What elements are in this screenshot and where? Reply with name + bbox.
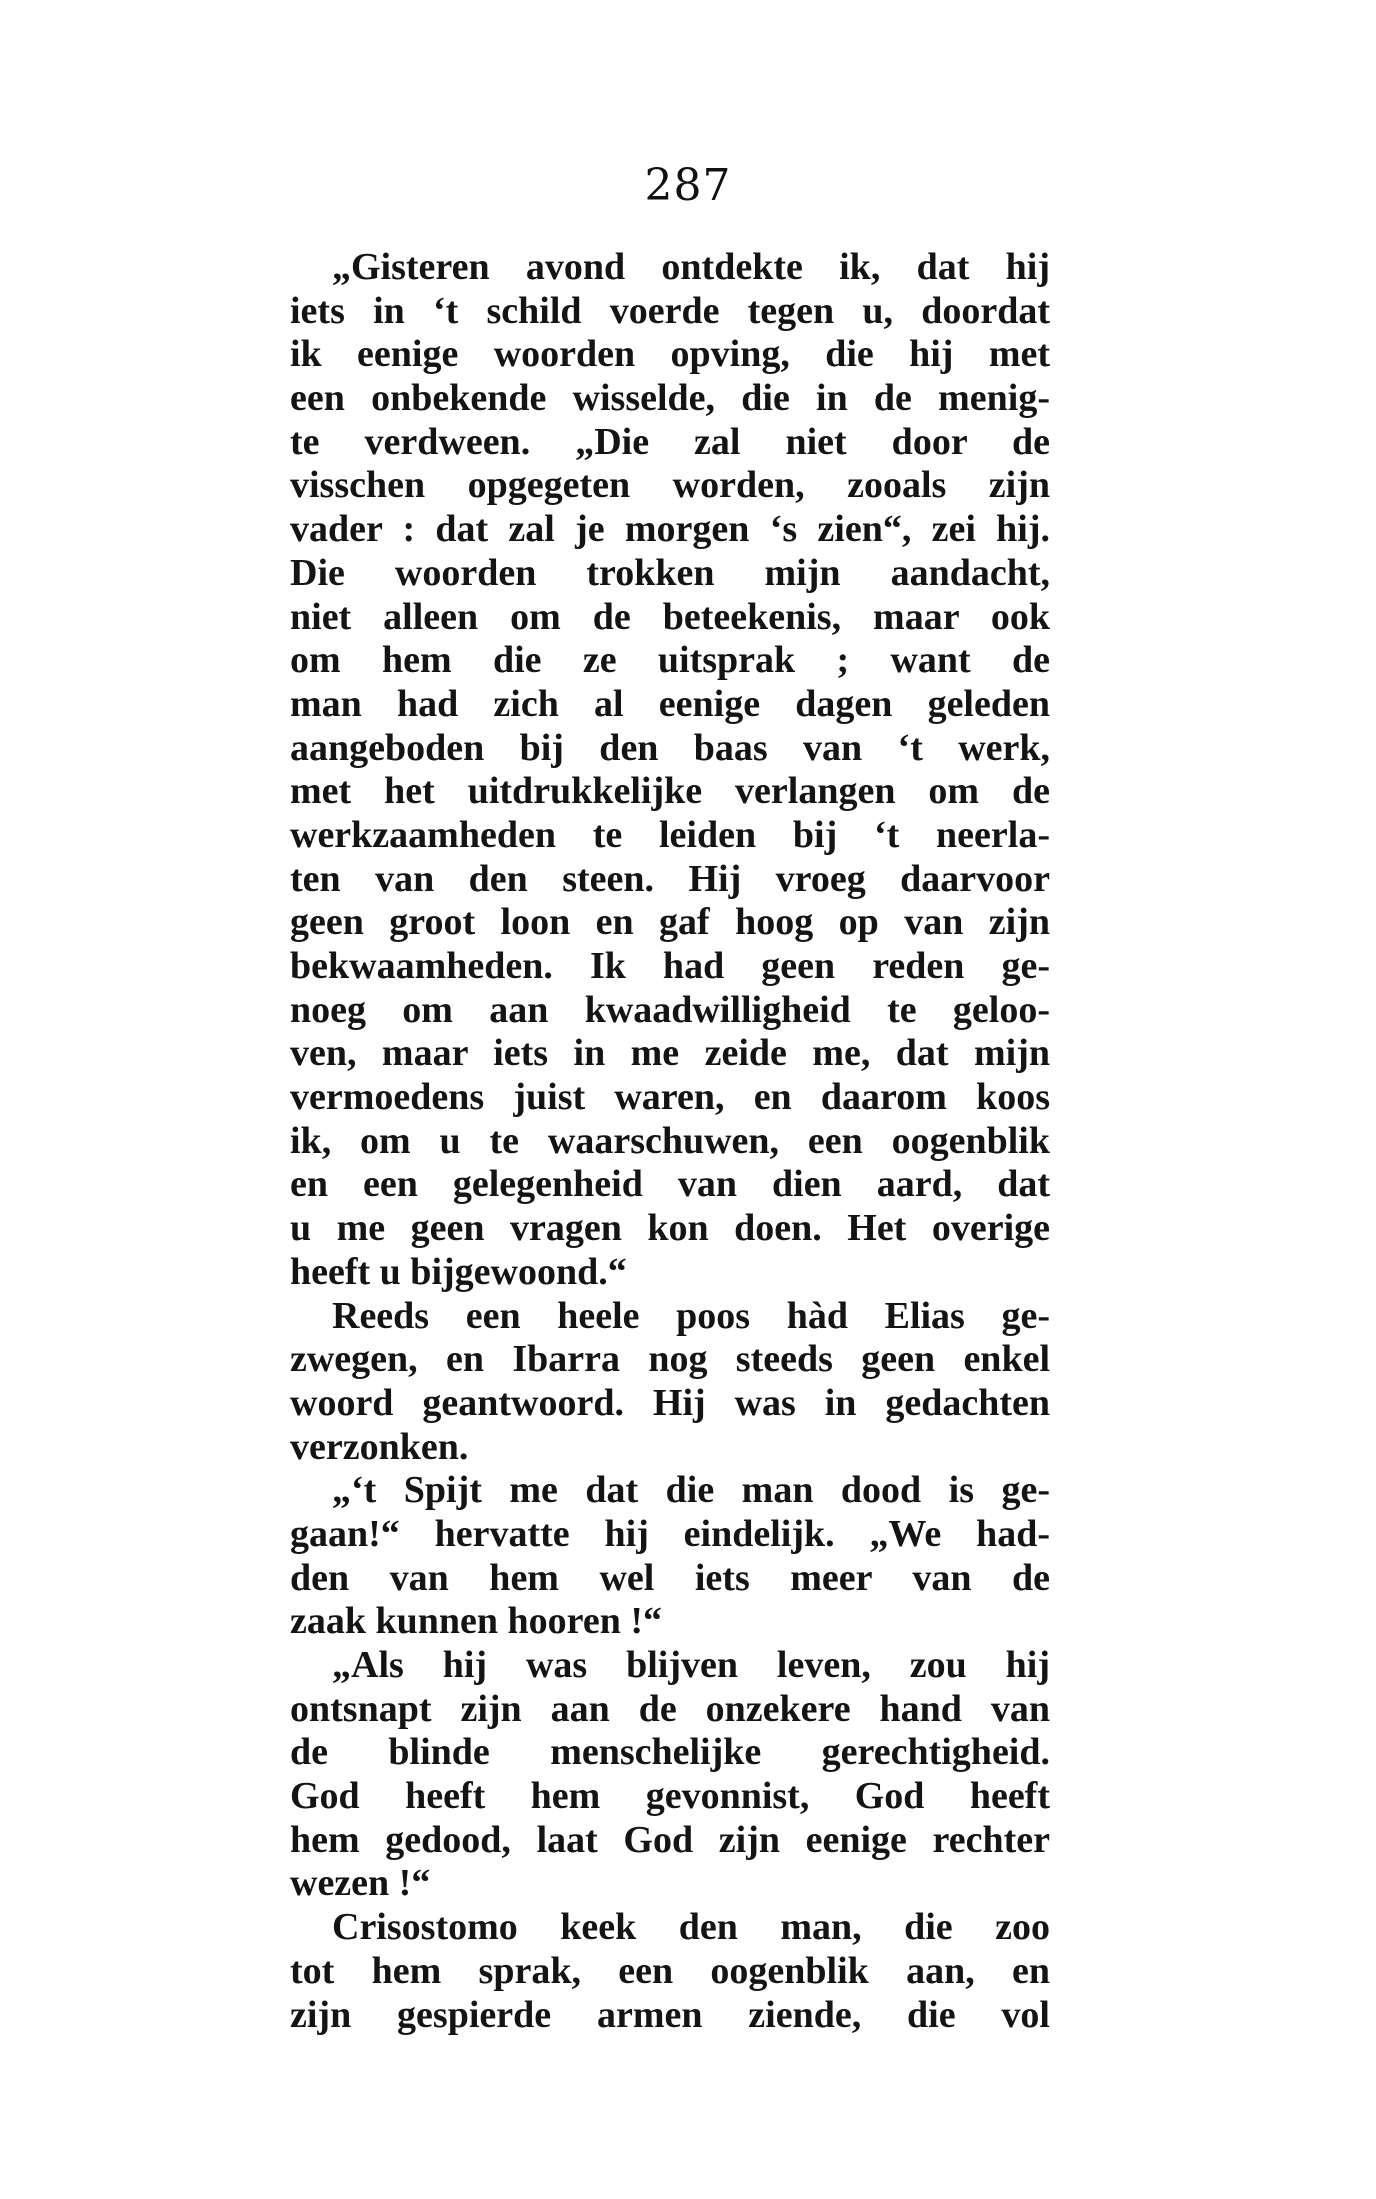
text-line: ik, om u te waarschuwen, een oogenblik — [290, 1119, 1050, 1162]
text-line: „Als hij was blijven leven, zou hij — [332, 1644, 1050, 1686]
text-line: tot hem sprak, een oogenblik aan, en — [290, 1949, 1050, 1992]
text-line: ontsnapt zijn aan de onzekere hand van — [290, 1687, 1050, 1730]
text-line: Reeds een heele poos hàd Elias ge- — [332, 1294, 1050, 1337]
text-line: God heeft hem gevonnist, God heeft — [290, 1775, 1050, 1818]
body-text — [290, 246, 1050, 2037]
text-line: woord geantwoord. Hij was in gedachten — [290, 1381, 1050, 1424]
text-line: bekwaamheden. Ik had geen reden ge- — [290, 945, 1050, 987]
text-line: Crisostomo keek den man, die zoo — [332, 1906, 1050, 1949]
text-line: ik eenige woorden opving, die hij met — [290, 333, 1050, 376]
text-line: werkzaamheden te leiden bij ‘t neerla- — [290, 813, 1050, 856]
text-line: en een gelegenheid van dien aard, dat — [290, 1163, 1050, 1206]
text-line: „‘t Spijt me dat die man dood is ge- — [332, 1469, 1050, 1512]
text-line: ven, maar iets in me zeide me, dat mijn — [290, 1032, 1050, 1075]
text-line: zijn gespierde armen ziende, die vol — [290, 1993, 1050, 2036]
text-line: noeg om aan kwaadwilligheid te geloo- — [290, 988, 1050, 1031]
text-line: verzonken. — [290, 1425, 469, 1468]
text-line: een onbekende wisselde, die in de menig- — [290, 377, 1050, 420]
text-line: vader : dat zal je morgen ‘s zien“, zei hij. — [290, 508, 1050, 551]
text-line: wezen !“ — [290, 1862, 431, 1905]
text-line: Die woorden trokken mijn aandacht, — [290, 551, 1050, 594]
text-line: aangeboden bij den baas van ‘t werk, — [290, 726, 1050, 769]
text-line: zwegen, en Ibarra nog steeds geen enkel — [290, 1338, 1050, 1381]
text-line: u me geen vragen kon doen. Het overige — [290, 1207, 1050, 1250]
text-line: den van hem wel iets meer van de — [290, 1556, 1050, 1599]
text-line: gaan!“ hervatte hij eindelijk. „We had- — [290, 1512, 1050, 1555]
text-line: niet alleen om de beteekenis, maar ook — [290, 595, 1050, 638]
text-line: om hem die ze uitsprak ; want de — [290, 639, 1050, 682]
text-line: „Gisteren avond ontdekte ik, dat hij — [332, 246, 1050, 288]
text-line: iets in ‘t schild voerde tegen u, doordat — [290, 289, 1050, 332]
page-number: 287 — [644, 160, 732, 211]
text-line: visschen opgegeten worden, zooals zijn — [290, 464, 1050, 507]
text-line: hem gedood, laat God zijn eenige rechter — [290, 1818, 1050, 1861]
text-line: met het uitdrukkelijke verlangen om de — [290, 770, 1050, 813]
text-line: zaak kunnen hooren !“ — [290, 1600, 663, 1643]
text-line: vermoedens juist waren, en daarom koos — [290, 1076, 1050, 1119]
text-line: man had zich al eenige dagen geleden — [290, 682, 1050, 725]
text-line: geen groot loon en gaf hoog op van zijn — [290, 901, 1050, 944]
text-line: heeft u bijgewoond.“ — [290, 1250, 627, 1293]
text-line: de blinde menschelijke gerechtigheid. — [290, 1731, 1050, 1774]
text-line: te verdween. „Die zal niet door de — [290, 420, 1050, 463]
text-line: ten van den steen. Hij vroeg daarvoor — [290, 857, 1050, 900]
